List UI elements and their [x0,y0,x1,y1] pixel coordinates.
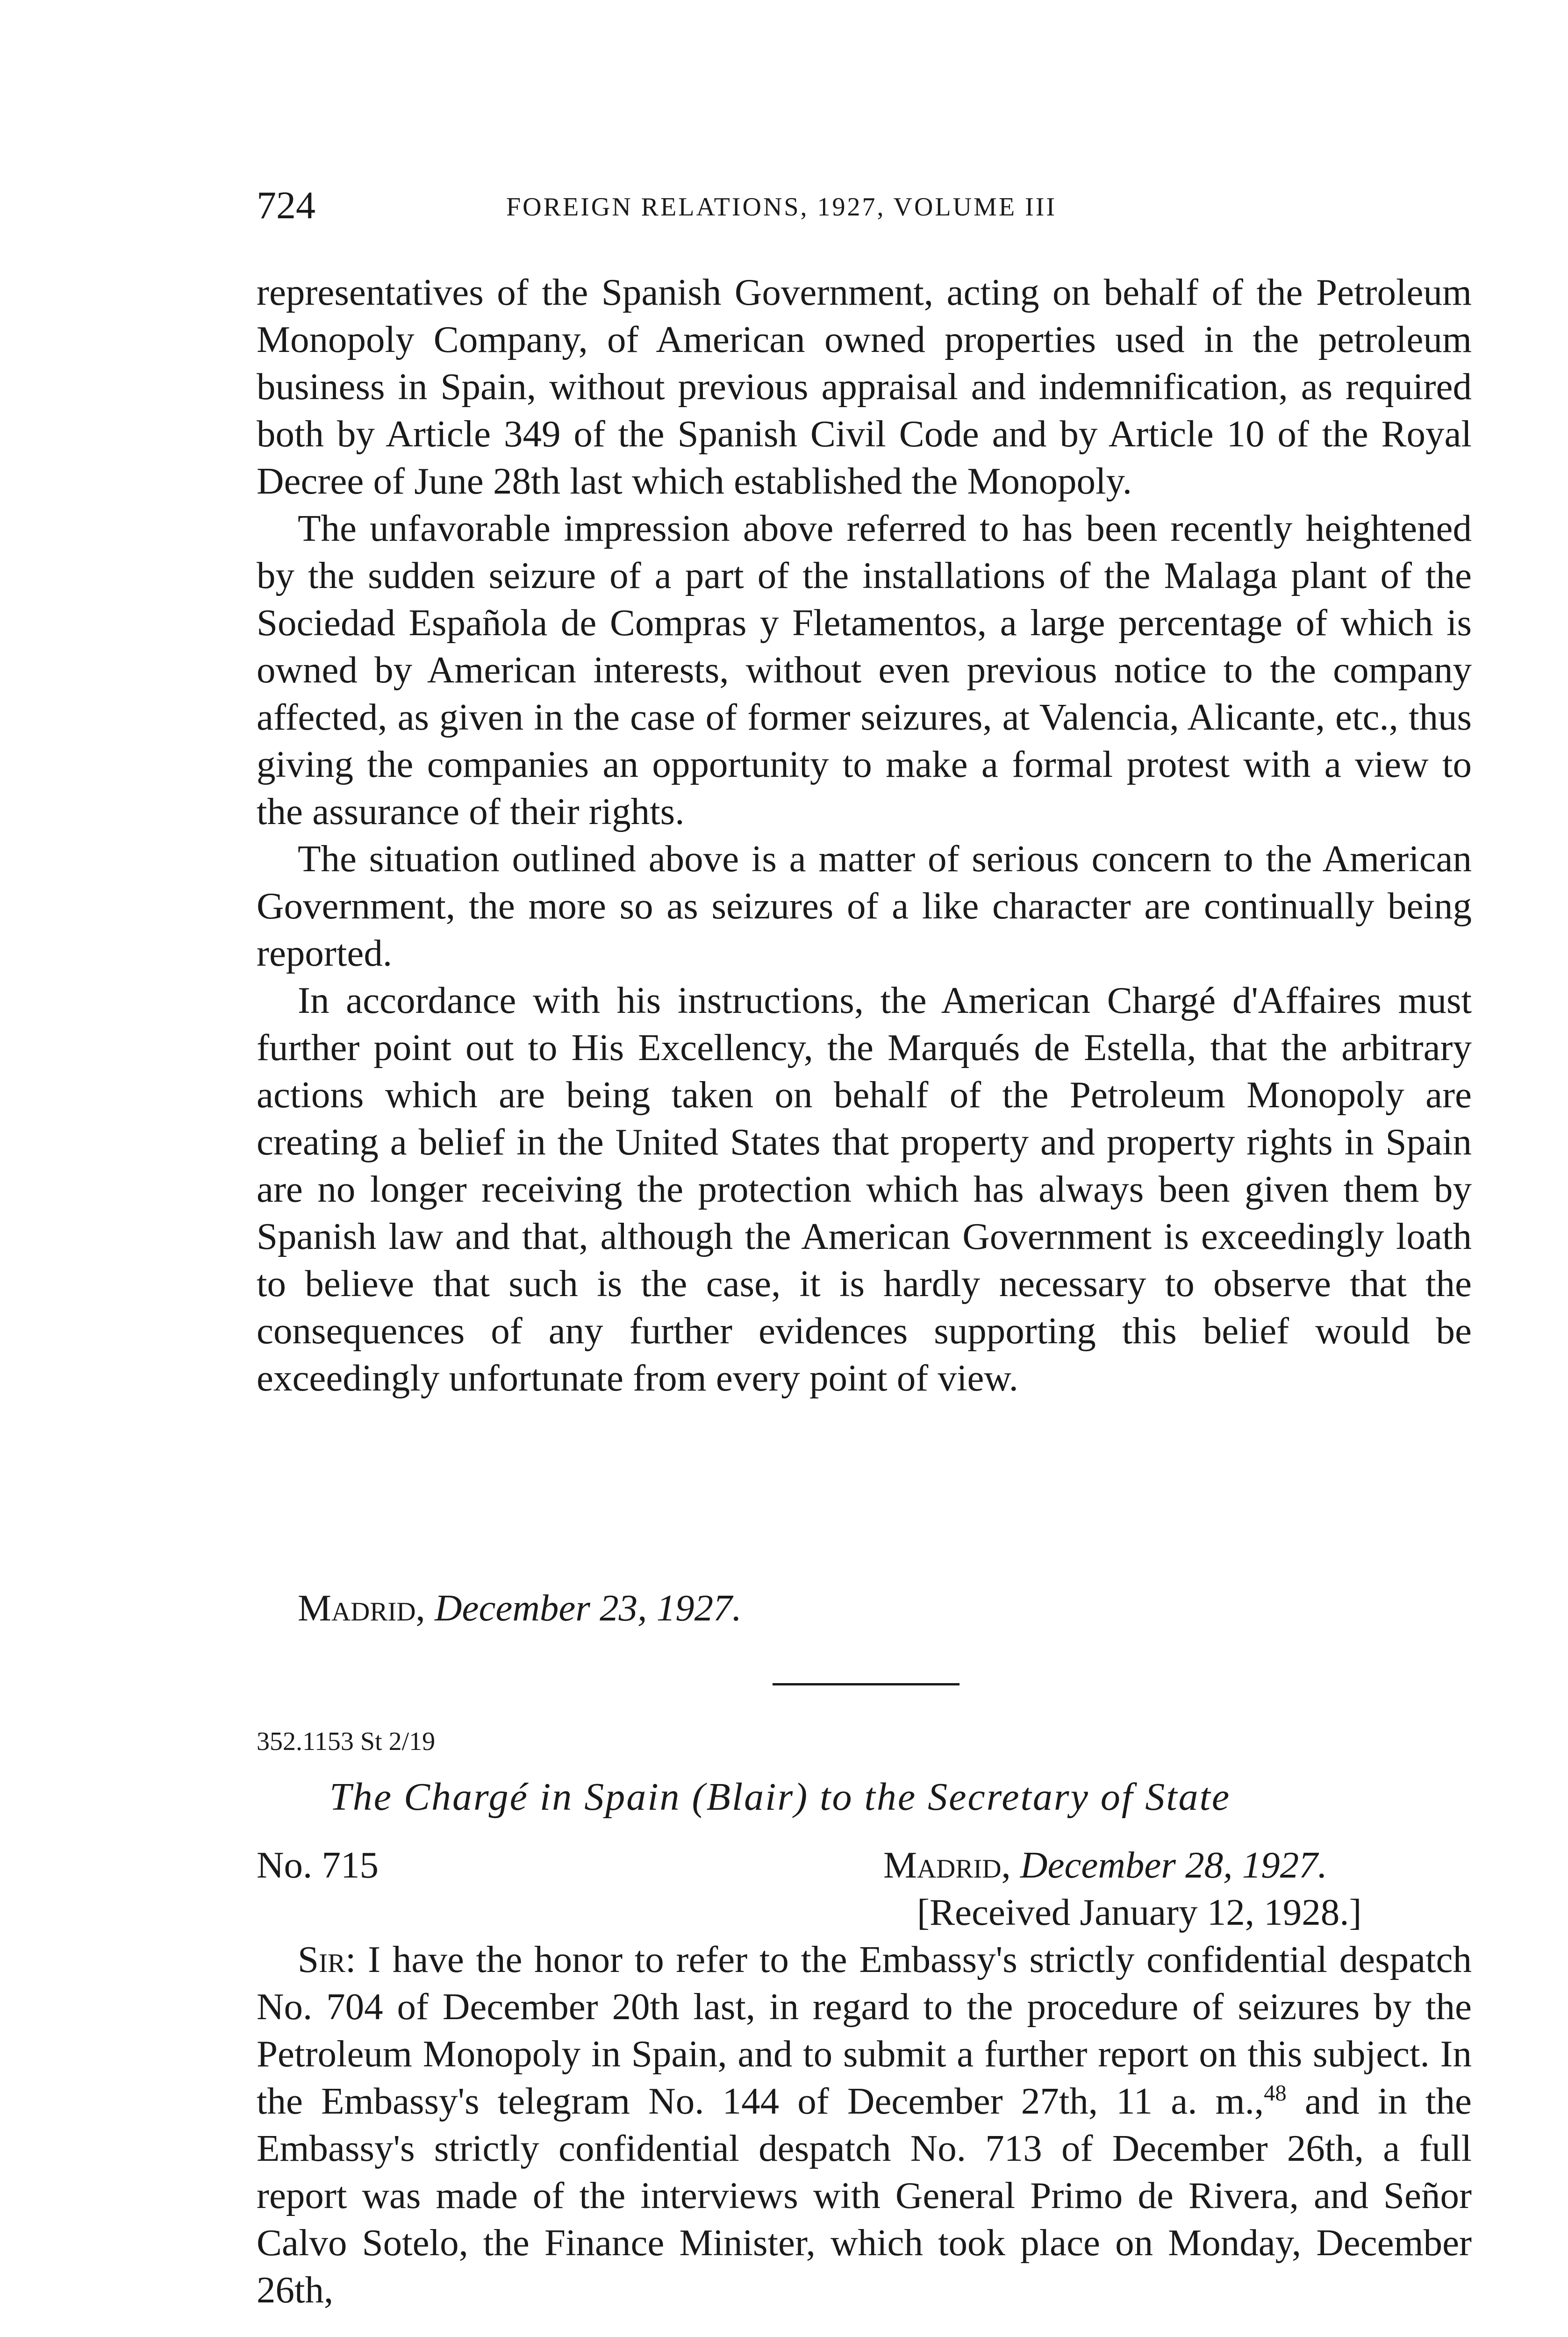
dateline-date: December 23, 1927. [435,1587,742,1629]
despatch-paragraph [257,1936,1472,2314]
salutation: Sir: [298,1938,356,1980]
letter-dateline [298,1584,742,1632]
despatch-date: December 28, 1927. [1020,1844,1327,1886]
despatch-place: Madrid, [883,1844,1011,1886]
section-divider [773,1683,959,1685]
running-head: FOREIGN RELATIONS, 1927, VOLUME III [506,193,1057,222]
page-number: 724 [257,184,315,227]
despatch-body [257,1936,1472,2314]
paragraph-instructions: In accordance with his instructions, the American Chargé d'Affaires must further point out to His Excellency, the Marqués de Estella, that the arbitrary actions which are being taken on behalf of the Petroleum Monopoly are creating a belief in the United States that property and property rights in Spain are no longer receiving the protection which has always been given them by Spanish law and that, although the American Government is exceedingly loath to believe that such is the case, it is hardly necessary to observe that the consequences of any further evidences supporting this belief would be exceedingly unfortunate from every point of view. [257,979,1472,1399]
received-date: [Received January 12, 1928.] [917,1891,1362,1933]
paragraph-malaga-seizure: The unfavorable impression above referred to has been recently heightened by the sudden seizure of a part of the installations of the Malaga plant of the Sociedad Española de Compras y Fletamentos, a large percentage of which is owned by American interests, without even previous notice to the company affected, as given in the case of former seizures, at Valencia, Alicante, etc., thus giving the companies an opportunity to make a formal protest with a view to the assurance of their rights. [257,507,1472,832]
despatch-number: No. 715 [257,1844,379,1886]
despatch-text-part-2: and in the Embassy's strictly confidential despatch No. 713 of December 26th, a full report was made of the interviews with General Primo de Rivera, and Señor Calvo Sotelo, the Finance Minister, which took place on Monday, December 26th, [257,2080,1472,2311]
file-number: 352.1153 St 2/19 [257,1727,436,1756]
page-header [257,180,1518,231]
continued-letter-body [257,269,1472,1402]
dateline-place: Madrid, [298,1587,425,1629]
paragraph-continuation: representatives of the Spanish Government, acting on behalf of the Petroleum Monopoly Company, of American owned properties used in the petroleum business in Spain, without previous appraisal and indemnification, as required both by Article 349 of the Spanish Civil Code and by Article 10 of the Royal Decree of June 28th last which established the Monopoly. [257,271,1472,502]
document-title: The Chargé in Spain (Blair) to the Secretary of State [329,1775,1231,1819]
despatch-dateline [883,1842,1327,1889]
despatch-text-part-1: I have the honor to refer to the Embassy's strictly confidential despatch No. 704 of December 20th last, in regard to the procedure of seizures by the Petroleum Monopoly in Spain, and to submit a further report on this subject. In the Embassy's telegram No. 144 of December 27th, 11 a. m., [257,1938,1472,2122]
footnote-reference: 48 [1264,2080,1287,2106]
paragraph-serious-concern: The situation outlined above is a matter of serious concern to the American Government, the more so as seizures of a like character are continually being reported. [257,838,1472,974]
